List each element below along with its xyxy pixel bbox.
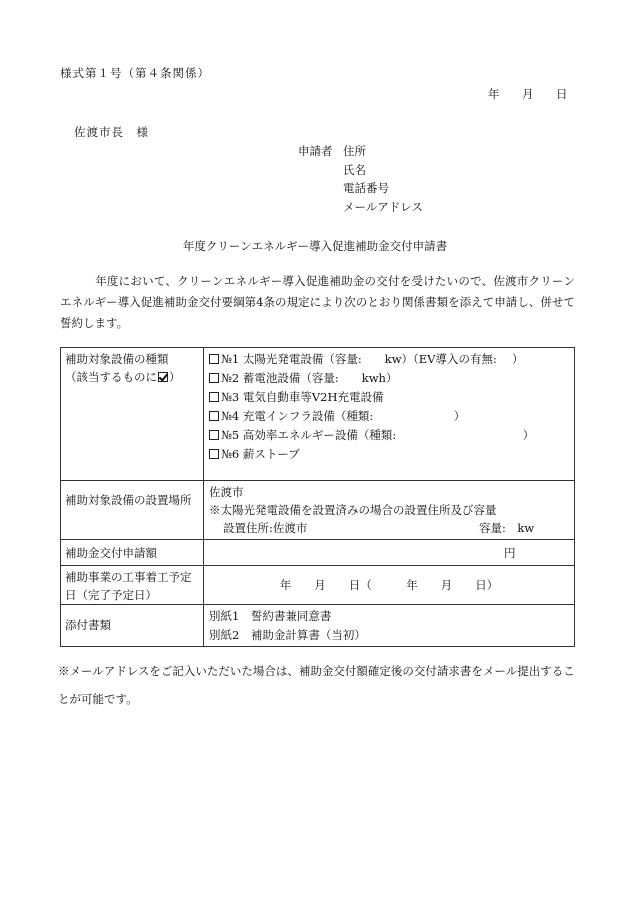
applicant-name-label: 氏名	[343, 163, 366, 177]
equipment-option[interactable]: №1 太陽光発電設備（容量: kw）（EV導入の有無: ）	[209, 350, 569, 369]
equipment-type-row	[61, 348, 575, 481]
schedule-row	[61, 566, 575, 605]
install-location-note: ※太陽光発電設備を設置済みの場合の設置住所及び容量	[209, 503, 497, 517]
date-year: 年	[488, 87, 500, 101]
applicant-address-label: 住所	[343, 144, 366, 158]
install-capacity-label[interactable]: 容量: kw	[479, 521, 535, 535]
schedule-value[interactable]: 年 月 日（ 年 月 日）	[204, 566, 575, 605]
equipment-type-note: （該当するものに ）	[65, 370, 181, 384]
equipment-type-label-cell	[61, 348, 204, 481]
checked-box-icon	[158, 372, 168, 382]
equipment-option[interactable]: №6 薪ストーブ	[209, 445, 569, 464]
amount-label: 補助金交付申請額	[61, 540, 204, 566]
equipment-option[interactable]: №5 高効率エネルギー設備（種類: ）	[209, 426, 569, 445]
date-day: 日	[556, 87, 568, 101]
footnote: ※メールアドレスをご記入いただいた場合は、補助金交付額確定後の交付請求書をメール提出することが可能です。	[58, 664, 575, 706]
install-location-label: 補助対象設備の設置場所	[61, 481, 204, 540]
amount-cell[interactable]	[204, 540, 575, 566]
checkbox-icon[interactable]	[209, 373, 219, 383]
install-location-city: 佐渡市	[209, 485, 244, 499]
date-month: 月	[522, 87, 534, 101]
equipment-option[interactable]: №3 電気自動車等V2H充電設備	[209, 388, 569, 407]
checkbox-icon[interactable]	[209, 449, 219, 459]
amount-row	[61, 540, 575, 566]
attachments-row	[61, 605, 575, 647]
install-location-row	[61, 481, 575, 540]
amount-unit: 円	[504, 546, 516, 560]
form-number: 様式第１号（第４条関係）	[60, 66, 210, 80]
attachment-item: 別紙1 誓約書兼同意書	[209, 609, 332, 623]
equipment-type-label: 補助対象設備の種類	[65, 352, 169, 366]
addressee: 佐渡市長 様	[74, 125, 149, 139]
body-paragraph: 年度において、クリーンエネルギー導入促進補助金の交付を受けたいので、佐渡市クリーンエネルギー導入促進補助金交付要綱第4条の規定により次のとおり関係書類を添えて申請し、併せて誓約します。	[60, 274, 575, 330]
checkbox-icon[interactable]	[209, 354, 219, 364]
attachment-item: 別紙2 補助金計算書（当初）	[209, 628, 366, 642]
applicant-phone-label: 電話番号	[343, 181, 389, 195]
attachments-cell	[204, 605, 575, 647]
applicant-label: 申請者	[298, 144, 333, 158]
applicant-email-label: メールアドレス	[343, 200, 423, 214]
install-address-line	[209, 519, 569, 537]
checkbox-icon[interactable]	[209, 392, 219, 402]
install-location-cell	[204, 481, 575, 540]
equipment-option[interactable]: №4 充電インフラ設備（種類: ）	[209, 407, 569, 426]
checkbox-icon[interactable]	[209, 411, 219, 421]
application-table	[60, 347, 575, 647]
attachments-label: 添付書類	[61, 605, 204, 647]
schedule-label: 補助事業の工事着工予定日（完了予定日）	[61, 566, 204, 605]
document-title: 年度クリーンエネルギー導入促進補助金交付申請書	[182, 239, 448, 253]
equipment-options-cell	[204, 348, 575, 481]
install-address-label[interactable]: 設置住所:佐渡市	[223, 521, 308, 535]
checkbox-icon[interactable]	[209, 430, 219, 440]
equipment-option[interactable]: №2 蓄電池設備（容量: kwh）	[209, 369, 569, 388]
